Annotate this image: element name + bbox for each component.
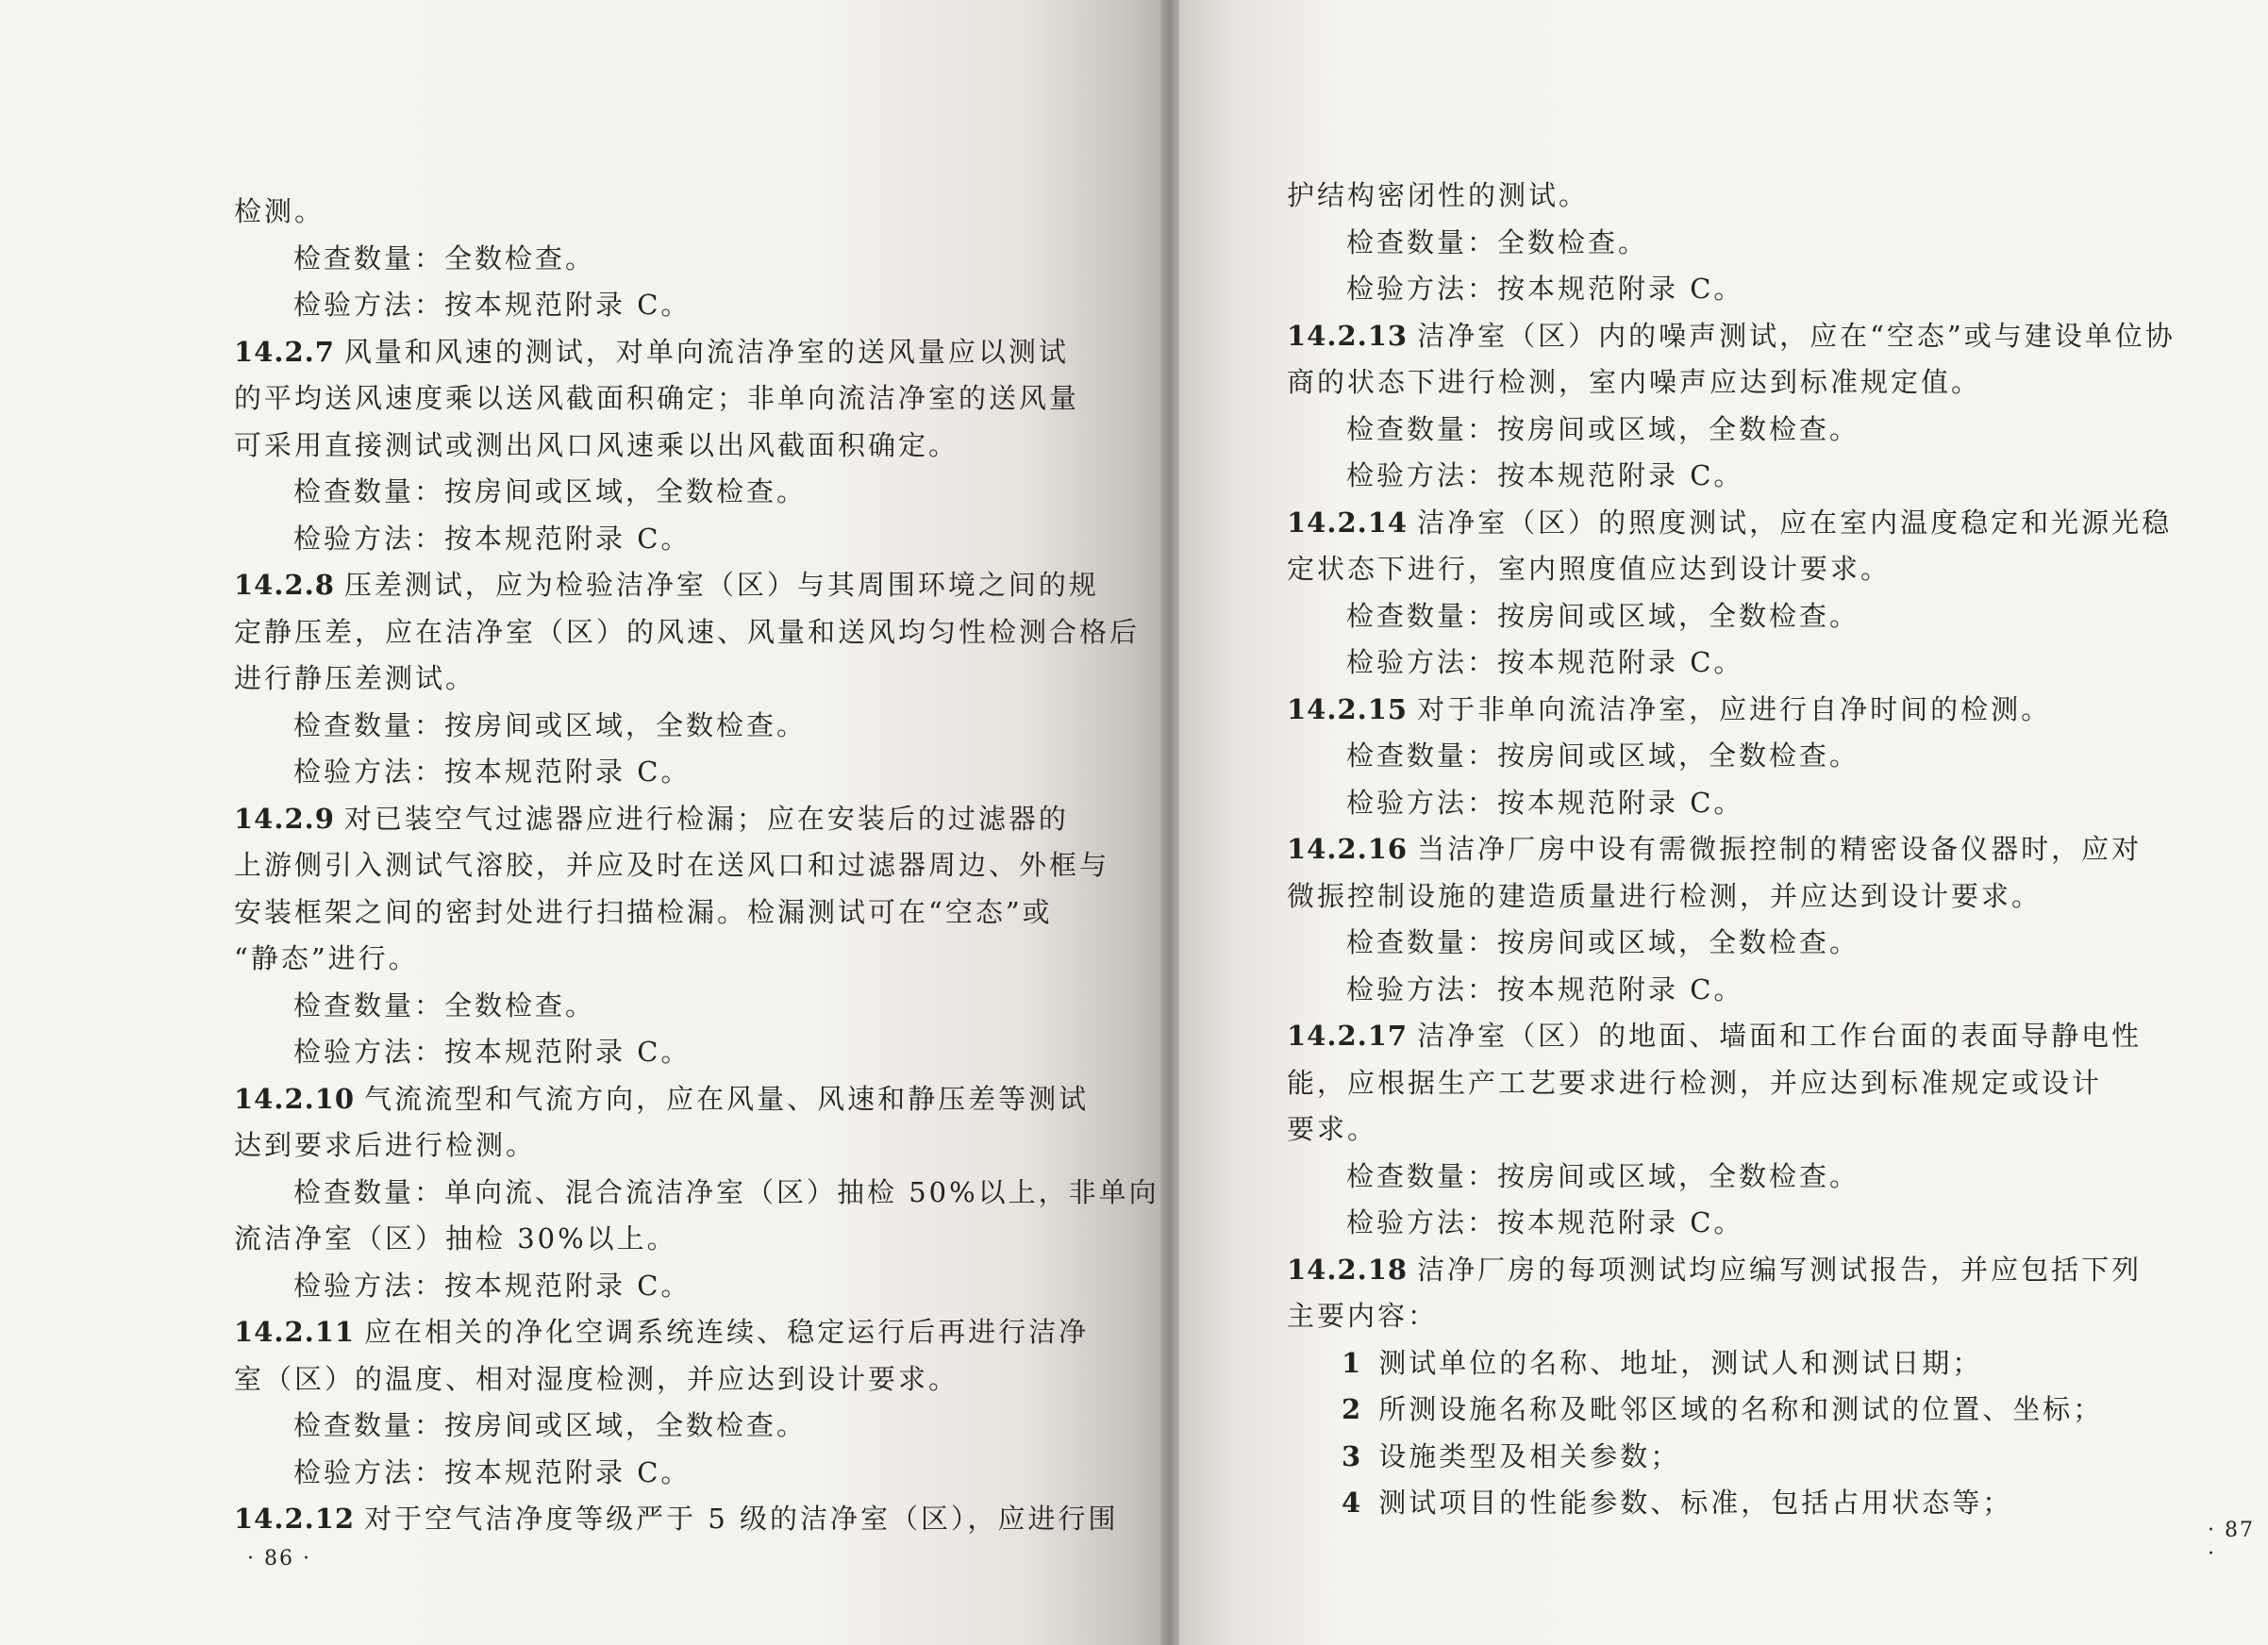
text-line [1287,1480,2211,1527]
text-line [1287,173,2211,220]
right-page-body [1287,173,2211,1527]
text-line [234,703,1094,750]
line-text: 洁净室（区）的地面、墙面和工作台面的表面导静电性 [1417,1020,2143,1052]
text-line [1287,967,2211,1014]
list-item-number: 1 [1342,1346,1362,1379]
text-line [234,1450,1094,1497]
line-text: 所测设施名称及毗邻区域的名称和测试的位置、坐标； [1378,1393,2104,1425]
text-line [234,1309,1094,1356]
text-line [1287,453,2211,500]
line-text: 检验方法：按本规范附录 C。 [1346,273,1744,305]
line-text: 微振控制设施的建造质量进行检测，并应达到设计要求。 [1287,879,2043,912]
line-text: 气流流型和气流方向，应在风量、风速和静压差等测试 [364,1082,1090,1115]
text-line [234,1076,1094,1123]
line-text: 检验方法：按本规范附录 C。 [293,1036,692,1068]
clause-number: 14.2.14 [1287,506,1409,539]
line-text: 检查数量：按房间或区域，全数检查。 [1346,412,1860,445]
line-text: 检查数量：按房间或区域，全数检查。 [293,1409,808,1441]
line-text: 达到要求后进行检测。 [234,1129,537,1161]
text-line [234,375,1094,423]
line-text: 检查数量：按房间或区域，全数检查。 [1346,926,1860,958]
clause-number: 14.2.11 [234,1316,356,1348]
line-text: 检测。 [234,195,325,227]
line-text: 测试项目的性能参数、标准，包括占用状态等； [1378,1487,2013,1519]
clause-number: 14.2.12 [234,1503,356,1535]
line-text: 检查数量：全数检查。 [293,989,596,1022]
line-text: 检查数量：按房间或区域，全数检查。 [1346,1159,1860,1192]
clause-number: 14.2.15 [1287,692,1409,725]
text-line [1287,1293,2211,1340]
line-text: 洁净室（区）内的噪声测试，应在“空态”或与建设单位协 [1417,319,2176,352]
text-line [234,282,1094,329]
line-text: 洁净室（区）的照度测试，应在室内温度稳定和光源光稳 [1417,506,2173,539]
clause-number: 14.2.10 [234,1082,356,1115]
text-line [234,189,1094,236]
text-line [234,1029,1094,1076]
text-line [1287,780,2211,827]
line-text: 检查数量：全数检查。 [293,241,596,274]
book-gutter [1160,0,1179,1645]
line-text: 室（区）的温度、相对湿度检测，并应达到设计要求。 [234,1362,959,1395]
line-text: 能，应根据生产工艺要求进行检测，并应达到标准规定或设计 [1287,1066,2103,1099]
line-text: 的平均送风速度乘以送风截面积确定；非单向流洁净室的送风量 [234,382,1080,414]
line-text: 检验方法：按本规范附录 C。 [1346,646,1744,678]
line-text: 流洁净室（区）抽检 30%以上。 [234,1222,677,1255]
text-line [234,983,1094,1030]
text-line [1287,1340,2211,1387]
line-text: “静态”进行。 [234,942,419,974]
line-text: 检验方法：按本规范附录 C。 [1346,1206,1744,1238]
line-text: 检查数量：按房间或区域，全数检查。 [1346,599,1860,632]
text-line [1287,266,2211,313]
text-line [1287,687,2211,734]
line-text: 定静压差，应在洁净室（区）的风速、风量和送风均匀性检测合格后 [234,615,1141,648]
list-item-number: 2 [1342,1393,1362,1425]
line-text: 主要内容： [1287,1300,1439,1332]
text-line [1287,826,2211,873]
right-page [1179,0,2268,1645]
line-text: 检查数量：按房间或区域，全数检查。 [293,708,808,741]
clause-number: 14.2.9 [234,802,335,835]
text-line [1287,640,2211,687]
line-text: 安装框架之间的密封处进行扫描检漏。检漏测试可在“空态”或 [234,895,1053,928]
text-line [234,842,1110,889]
line-text: 定状态下进行，室内照度值应达到设计要求。 [1287,553,1892,585]
text-line [1287,407,2211,454]
text-line [234,936,1094,983]
line-text: 商的状态下进行检测，室内噪声应达到标准规定值。 [1287,366,1982,398]
line-text: 护结构密闭性的测试。 [1287,179,1590,211]
line-text: 检查数量：按房间或区域，全数检查。 [293,475,808,507]
text-line [234,516,1094,563]
line-text: 检验方法：按本规范附录 C。 [293,289,692,321]
text-line [234,329,1094,376]
line-text: 风量和风速的测试，对单向流洁净室的送风量应以测试 [343,335,1069,368]
line-text: 压差测试，应为检验洁净室（区）与其周围环境之间的规 [343,569,1099,601]
text-line [234,1356,1094,1404]
clause-number: 14.2.13 [1287,319,1409,352]
clause-number: 14.2.7 [234,335,335,368]
text-line [234,609,1141,656]
text-line [1287,873,2211,921]
line-text: 检验方法：按本规范附录 C。 [1346,972,1744,1005]
line-text: 洁净厂房的每项测试均应编写测试报告，并应包括下列 [1417,1253,2143,1286]
line-text: 检验方法：按本规范附录 C。 [293,522,692,555]
text-line [234,656,1094,703]
list-item-number: 4 [1342,1487,1362,1519]
line-text: 检验方法：按本规范附录 C。 [293,1455,692,1488]
clause-number: 14.2.16 [1287,833,1409,865]
text-line [234,1216,1094,1263]
text-line [234,562,1099,609]
right-page-number: · 87 · [2208,1519,2255,1566]
text-line [1287,1387,2211,1434]
text-line [1287,313,2211,360]
line-text: 检查数量：单向流、混合流洁净室（区）抽检 50%以上，非单向 [293,1175,1159,1208]
clause-number: 14.2.18 [1287,1253,1409,1286]
line-text: 进行静压差测试。 [234,662,476,694]
text-line [234,1496,1119,1543]
text-line [234,889,1094,937]
line-text: 上游侧引入测试气溶胶，并应及时在送风口和过滤器周边、外框与 [234,849,1110,881]
text-line [1287,733,2211,780]
text-line [1287,359,2211,407]
line-text: 可采用直接测试或测出风口风速乘以出风截面积确定。 [234,428,959,461]
line-text: 检验方法：按本规范附录 C。 [1346,786,1744,819]
line-text: 对于空气洁净度等级严于 5 级的洁净室（区），应进行围 [364,1503,1119,1535]
line-text: 对于非单向流洁净室，应进行自净时间的检测。 [1417,692,2052,725]
line-text: 要求。 [1287,1113,1378,1145]
text-line [1287,920,2211,967]
line-text: 检验方法：按本规范附录 C。 [293,756,692,788]
line-text: 检查数量：全数检查。 [1346,225,1649,258]
line-text: 检验方法：按本规范附录 C。 [1346,459,1744,491]
left-page-number: · 86 · [247,1547,311,1570]
text-line [1287,1154,2211,1201]
clause-number: 14.2.8 [234,569,335,601]
list-item-number: 3 [1342,1439,1362,1472]
left-page-body [234,189,1159,1543]
text-line [1287,500,2211,547]
line-text: 检查数量：按房间或区域，全数检查。 [1346,739,1860,772]
text-line [234,1170,1159,1217]
line-text: 应在相关的净化空调系统连续、稳定运行后再进行洁净 [364,1316,1090,1348]
text-line [234,1403,1094,1450]
text-line [1287,1247,2211,1294]
text-line [1287,546,2211,593]
text-line [1287,1013,2211,1060]
text-line [234,749,1094,796]
text-line [1287,1200,2211,1247]
clause-number: 14.2.17 [1287,1020,1409,1052]
text-line [234,469,1094,516]
text-line [1287,220,2211,267]
text-line [234,796,1094,843]
text-line [234,236,1094,283]
text-line [1287,1060,2211,1107]
text-line [1287,1434,2211,1481]
line-text: 当洁净厂房中设有需微振控制的精密设备仪器时，应对 [1417,833,2143,865]
text-line [1287,593,2211,640]
text-line [1287,1106,2211,1154]
line-text: 测试单位的名称、地址，测试人和测试日期； [1378,1346,1983,1379]
text-line [234,423,1094,470]
text-line [234,1122,1094,1170]
text-line [234,1263,1094,1310]
line-text: 设施类型及相关参数； [1378,1439,1681,1472]
line-text: 检验方法：按本规范附录 C。 [293,1269,692,1302]
line-text: 对已装空气过滤器应进行检漏；应在安装后的过滤器的 [343,802,1069,835]
